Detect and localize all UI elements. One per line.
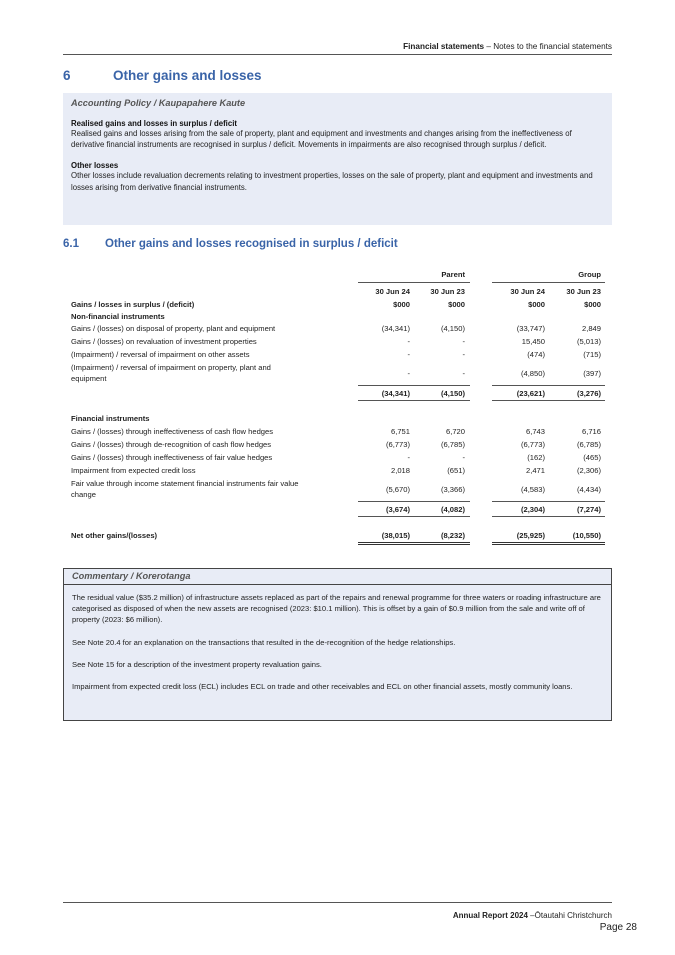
subtotal-rule-bottom (492, 516, 605, 517)
table-cell: (6,773) (385, 440, 410, 449)
header-rest: – Notes to the financial statements (484, 42, 612, 51)
table-cell: 2,471 (525, 466, 545, 475)
net-total-cell: (38,015) (381, 531, 410, 540)
page-number: Page 28 (599, 922, 637, 933)
net-total-double-rule (358, 544, 470, 545)
footer-rest: –Ōtautahi Christchurch (527, 911, 612, 920)
accounting-policy-box (63, 93, 612, 225)
net-total-cell: (10,550) (572, 531, 601, 540)
subtotal-cell: (3,276) (576, 389, 601, 398)
net-total-double-rule (492, 544, 605, 545)
table-cell: (474) (527, 350, 545, 359)
subtotal-rule-top (358, 385, 470, 386)
table-cell: 6,751 (390, 427, 410, 436)
commentary-title: Commentary / Korerotanga (64, 569, 611, 585)
table-cell: (4,434) (576, 485, 601, 494)
table-cell: 6,720 (445, 427, 465, 436)
commentary-paragraph: Impairment from expected credit loss (ECL) includes ECL on trade and other receivables and ECL on other financial assets, mostly community loans. (72, 682, 573, 692)
section-number: 6 (63, 68, 71, 83)
table-cell: (34,341) (381, 324, 410, 333)
commentary-paragraph: See Note 15 for a description of the investment property revaluation gains. (72, 659, 322, 669)
fin-heading: Financial instruments (71, 414, 150, 423)
subsection-number: 6.1 (63, 238, 79, 250)
table-cell: (2,306) (576, 466, 601, 475)
table-cell: - (462, 337, 465, 346)
table-cell: (465) (583, 453, 601, 462)
policy-text-realised: Realised gains and losses arising from the sale of property, plant and equipment and investments and changes arising from the ineffectiveness of derivative financial instruments are recognised in surplus / deficit. Movements in impairments are also recognised through surplus / deficit. (71, 129, 572, 150)
col-date-2: 30 Jun 23 (430, 287, 465, 296)
table-cell: (6,785) (576, 440, 601, 449)
table-row-label-cont: change (71, 490, 96, 499)
col-unit-2: $000 (448, 300, 465, 309)
subtotal-cell: (4,082) (440, 505, 465, 514)
policy-title: Accounting Policy / Kaupapahere Kaute (71, 98, 246, 108)
parent-header-rule (358, 282, 470, 283)
table-cell: - (462, 369, 465, 378)
table-row-label-cont: equipment (71, 374, 107, 383)
subtotal-rule-bottom (492, 400, 605, 401)
table-cell: - (407, 337, 410, 346)
net-total-cell: (25,925) (516, 531, 545, 540)
table-cell: (162) (527, 453, 545, 462)
table-cell: (4,850) (520, 369, 545, 378)
table-cell: (33,747) (516, 324, 545, 333)
col-date-1: 30 Jun 24 (375, 287, 410, 296)
col-unit-1: $000 (393, 300, 410, 309)
subtotal-rule-top (492, 385, 605, 386)
table-row-label: Gains / (losses) on disposal of property, plant and equipment (71, 324, 276, 333)
table-cell: - (462, 453, 465, 462)
running-footer (453, 911, 612, 920)
table-cell: (5,670) (385, 485, 410, 494)
net-total-double-rule (358, 542, 470, 543)
table-cell: (4,583) (520, 485, 545, 494)
col-date-4: 30 Jun 23 (566, 287, 601, 296)
footer-divider (63, 902, 612, 903)
footer-bold: Annual Report 2024 (452, 911, 528, 920)
commentary-paragraph: The residual value ($35.2 million) of infrastructure assets replaced as part of the repairs and renewal programme for three waters or roading infrastructure are categorised as disposed of when the new assets are recognised (2023: $10.1 million). This is offset by a gain of $0.9 million from the sale and write off of property (2023: $6 million). (72, 593, 601, 625)
table-cell: - (407, 369, 410, 378)
table-row-label: Gains / (losses) through ineffectiveness of cash flow hedges (71, 427, 274, 436)
table-cell: 6,716 (581, 427, 601, 436)
subsection-title: Other gains and losses recognised in surplus / deficit (105, 238, 398, 250)
net-total-label: Net other gains/(losses) (71, 531, 158, 540)
table-cell: 15,450 (521, 337, 545, 346)
subtotal-cell: (23,621) (516, 389, 545, 398)
policy-subheading-realised: Realised gains and losses in surplus / deficit (71, 119, 237, 128)
nonfin-heading: Non-financial instruments (71, 312, 165, 321)
commentary-box (63, 568, 612, 721)
subsection-heading (63, 238, 398, 250)
table-cell: (6,785) (440, 440, 465, 449)
col-date-3: 30 Jun 24 (510, 287, 545, 296)
subtotal-rule-top (492, 501, 605, 502)
commentary-paragraph: See Note 20.4 for an explanation on the transactions that resulted in the de-recognition of the hedge relationships. (72, 637, 456, 647)
table-cell: - (407, 453, 410, 462)
subtotal-cell: (34,341) (381, 389, 410, 398)
subtotal-cell: (7,274) (576, 505, 601, 514)
group-header-rule (492, 282, 605, 283)
table-cell: (3,366) (440, 485, 465, 494)
table-cell: 2,849 (581, 324, 601, 333)
subtotal-rule-bottom (358, 400, 470, 401)
table-cell: 2,018 (390, 466, 410, 475)
table-cell: (5,013) (576, 337, 601, 346)
table-row-label: Fair value through income statement financial instruments fair value (71, 479, 299, 488)
subtotal-cell: (4,150) (440, 389, 465, 398)
table-row-label: Gains / (losses) on revaluation of investment properties (71, 337, 257, 346)
table-cell: (6,773) (520, 440, 545, 449)
policy-text-other: Other losses include revaluation decrements relating to investment properties, losses on the sale of property, plant and equipment and investments and losses arising from derivative financial instruments. (71, 171, 593, 192)
col-unit-3: $000 (528, 300, 545, 309)
table-row-label: (Impairment) / reversal of impairment on other assets (71, 350, 250, 359)
subtotal-cell: (3,674) (385, 505, 410, 514)
group-header-group: Group (578, 270, 601, 279)
subtotal-rule-top (358, 501, 470, 502)
table-label-header: Gains / losses in surplus / (deficit) (71, 300, 195, 309)
subtotal-rule-bottom (358, 516, 470, 517)
net-total-cell: (8,232) (440, 531, 465, 540)
col-unit-4: $000 (584, 300, 601, 309)
table-cell: - (407, 350, 410, 359)
net-total-double-rule (492, 542, 605, 543)
running-header (403, 42, 612, 51)
header-bold: Financial statements (403, 42, 485, 51)
table-cell: (715) (583, 350, 601, 359)
section-heading (63, 68, 262, 83)
table-row-label: (Impairment) / reversal of impairment on property, plant and (71, 363, 271, 372)
table-row-label: Gains / (losses) through de-recognition of cash flow hedges (71, 440, 272, 449)
header-divider (63, 54, 612, 55)
section-title: Other gains and losses (113, 68, 262, 83)
table-row-label: Impairment from expected credit loss (71, 466, 196, 475)
table-cell: - (462, 350, 465, 359)
policy-subheading-other: Other losses (71, 161, 119, 171)
subtotal-cell: (2,304) (520, 505, 545, 514)
table-cell: 6,743 (525, 427, 545, 436)
table-cell: (397) (583, 369, 601, 378)
table-cell: (4,150) (440, 324, 465, 333)
table-cell: (651) (447, 466, 465, 475)
group-header-parent: Parent (441, 270, 465, 279)
table-row-label: Gains / (losses) through ineffectiveness of fair value hedges (71, 453, 273, 462)
